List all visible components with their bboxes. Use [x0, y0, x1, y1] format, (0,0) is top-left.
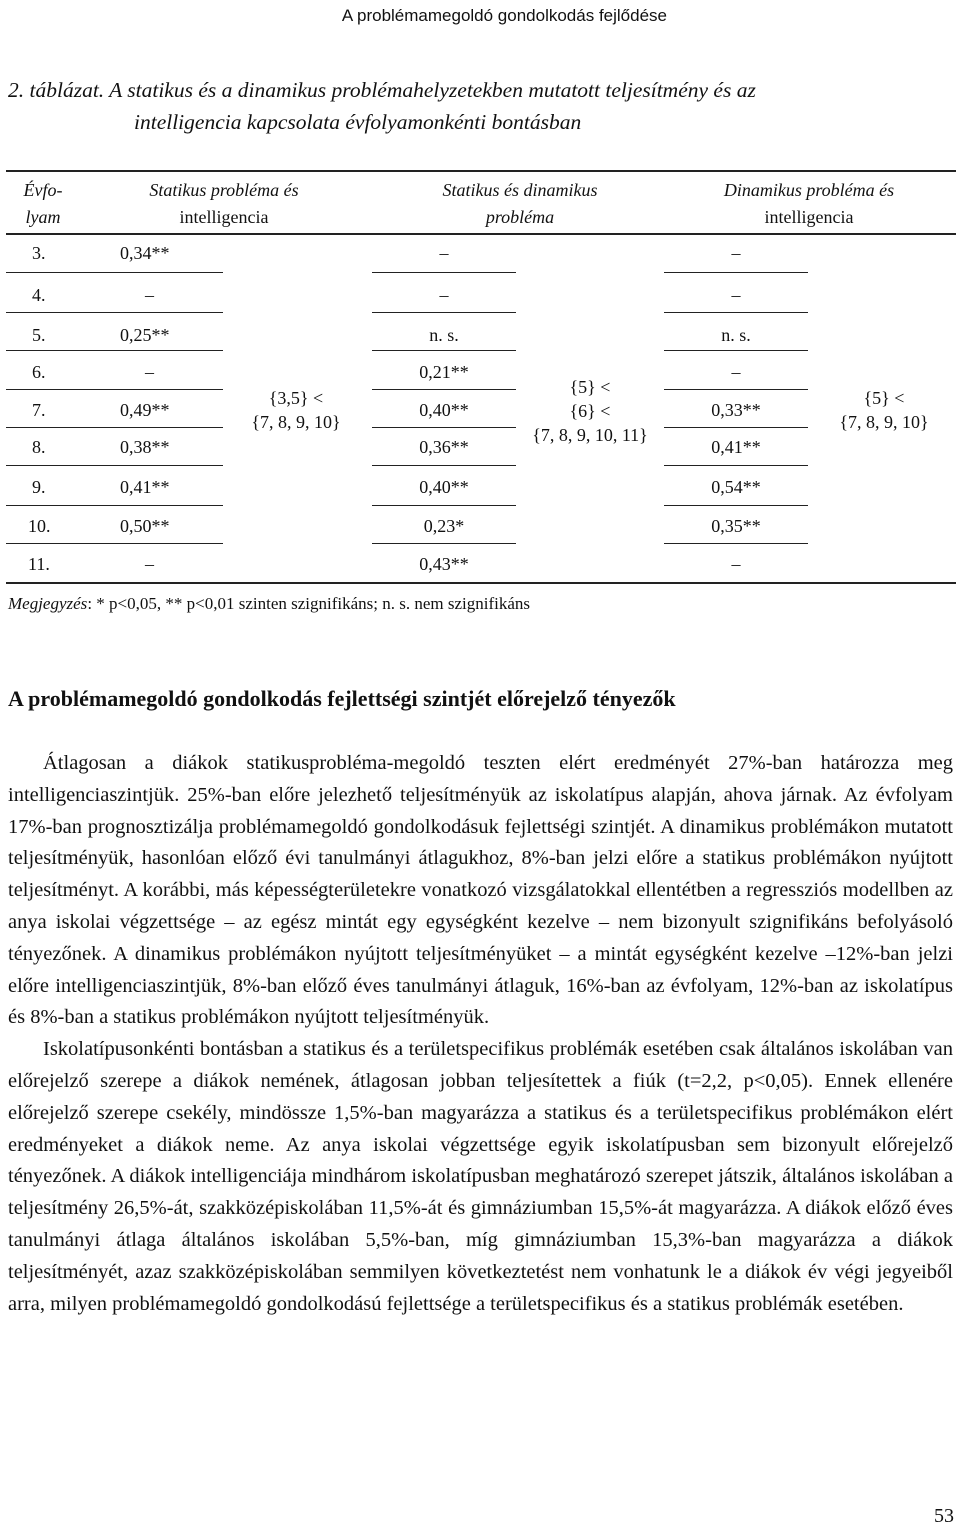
row-5-grade: 5. — [32, 325, 46, 345]
row-6-col1: – — [145, 362, 154, 382]
header-static-dynamic: Statikus és dinamikus probléma — [442, 180, 598, 227]
row-5-col2: n. s. — [429, 325, 459, 345]
row-4-col1: – — [145, 285, 154, 305]
table-top-rule — [6, 170, 956, 172]
header-dynamic-intelligence: Dinamikus probléma és intelligencia — [723, 180, 895, 227]
table-caption-line1: 2. táblázat. A statikus és a dinamikus problémahelyzetekben mutatott teljesítmény és az — [8, 78, 756, 102]
section-title: A problémamegoldó gondolkodás fejlettségi szintjét előrejelző tényezők — [8, 686, 676, 711]
row-7-col2: 0,40** — [419, 400, 469, 420]
body-text — [8, 748, 953, 1320]
row-9-col3: 0,54** — [711, 477, 761, 497]
row-7-grade: 7. — [32, 400, 46, 420]
row-10-col3: 0,35** — [711, 516, 761, 536]
row-10-col1: 0,50** — [120, 516, 170, 536]
row-7-col1: 0,49** — [120, 400, 170, 420]
row-6-col3: – — [731, 362, 741, 382]
row-3-grade: 3. — [32, 243, 46, 263]
row-4-grade: 4. — [32, 285, 46, 305]
row-10-col2: 0,23* — [423, 516, 465, 536]
table-note-text: : * p<0,05, ** p<0,01 szinten szignifikáns; n. s. nem szignifikáns — [87, 594, 531, 613]
row-8-grade: 8. — [32, 437, 46, 457]
row-11-col1: – — [145, 554, 154, 574]
running-header: A problémamegoldó gondolkodás fejlődése — [341, 6, 667, 25]
row-8-col1: 0,38** — [120, 437, 170, 457]
row-6-grade: 6. — [32, 362, 46, 382]
row-5-col3: n. s. — [721, 325, 751, 345]
row-5-col1: 0,25** — [120, 325, 170, 345]
row-9-col1: 0,41** — [120, 477, 170, 497]
row-11-col3: – — [731, 554, 741, 574]
row-10-grade: 10. — [28, 516, 51, 536]
comparison-col1: {3,5} < {7, 8, 9, 10} — [251, 388, 341, 432]
page-number: 53 — [934, 1505, 954, 1527]
row-3-col2: – — [439, 243, 449, 263]
table-note-label: Megjegyzés — [8, 594, 88, 613]
table-caption — [8, 74, 953, 138]
row-8-col3: 0,41** — [711, 437, 761, 457]
row-11-grade: 11. — [28, 554, 50, 574]
header-static-intelligence: Statikus probléma és intelligencia — [149, 180, 299, 227]
comparison-col3: {5} < {7, 8, 9, 10} — [839, 388, 929, 432]
row-9-col2: 0,40** — [419, 477, 469, 497]
table-note — [8, 594, 530, 614]
row-7-col3: 0,33** — [711, 400, 761, 420]
row-6-col2: 0,21** — [419, 362, 469, 382]
comparison-col2: {5} < {6} < {7, 8, 9, 10, 11} — [532, 377, 648, 445]
row-9-grade: 9. — [32, 477, 46, 497]
row-11-col2: 0,43** — [419, 554, 469, 574]
table-caption-line2: intelligencia kapcsolata évfolyamonkénti bontásban — [134, 110, 582, 134]
row-4-col3: – — [731, 285, 741, 305]
header-grade: Évfo- lyam — [23, 180, 63, 227]
paragraph-2: Iskolatípusonkénti bontásban a statikus és a területspecifikus problémák esetében csak általános iskolában van előrejelző szerepe a diákok nemének, átlagosan jobban teljesítettek a fiúk (t=2,2, p<0,05). Ennek ellenére előrejelző szerepe csekély, mindössze 1,5%-ban magyarázza a statikus és a területspecifikus problémákon elért eredményeket a diákok neme. Az anya iskolai végzettsége egyik iskolatípusban sem bizonyult előrejelző tényezőnek. A diákok intelligenciája mindhárom iskolatípusban meghatározó szerepet játszik, általános iskolában a teljesítmény 26,5%-át, szakközépiskolában 11,5%-át és gimnáziumban 15,5%-át magyarázza. A diákok előző éves tanulmányi átlaga általános iskolában 5,5%-ban, míg gimnáziumban 15,3%-ban magyarázza a diákok teljesítményét, azaz szakközépiskolában semmilyen következtetést nem vonhatunk le a diákok év végi jegyeiből arra, milyen problémamegoldó gondolkodású fejlettsége a területspecifikus és a statikus problémák esetében. — [8, 1038, 953, 1315]
row-3-col3: – — [731, 243, 741, 263]
table-bottom-rule — [6, 582, 956, 584]
header-bottom-rule — [6, 233, 956, 235]
row-3-col1: 0,34** — [120, 243, 170, 263]
row-4-col2: – — [439, 285, 449, 305]
row-8-col2: 0,36** — [419, 437, 469, 457]
paragraph-1: Átlagosan a diákok statikusprobléma-megoldó teszten elért eredményét 27%-ban határozza meg intelligenciaszintjük. 25%-ban előre jelezhető teljesítményük az iskolatípus alapján, ahova járnak. Az évfolyam 17%-ban prognosztizálja problémamegoldó gondolkodásuk fejlettségi szintjét. A dinamikus problémákon mutatott teljesítményük, hasonlóan előző évi tanulmányi átlagukhoz, 8%-ban jelzi előre a statikus problémákon nyújtott teljesítményt. A korábbi, más képességterületekre vonatkozó vizsgálatokkal ellentétben a regressziós modellben az anya iskolai végzettsége – az egész mintát egy egységként kezelve – nem bizonyult szignifikáns befolyásoló tényezőnek. A dinamikus problémákon nyújtott teljesítményüket – a mintát egységként kezelve –12%-ban jelzi előre intelligenciaszintjük, 8%-ban előző éves tanulmányi átlaguk, 16%-ban az évfolyam, 12%-ban az iskolatípus és 8%-ban a statikus problémákon nyújtott teljesítményük. — [8, 752, 953, 1029]
